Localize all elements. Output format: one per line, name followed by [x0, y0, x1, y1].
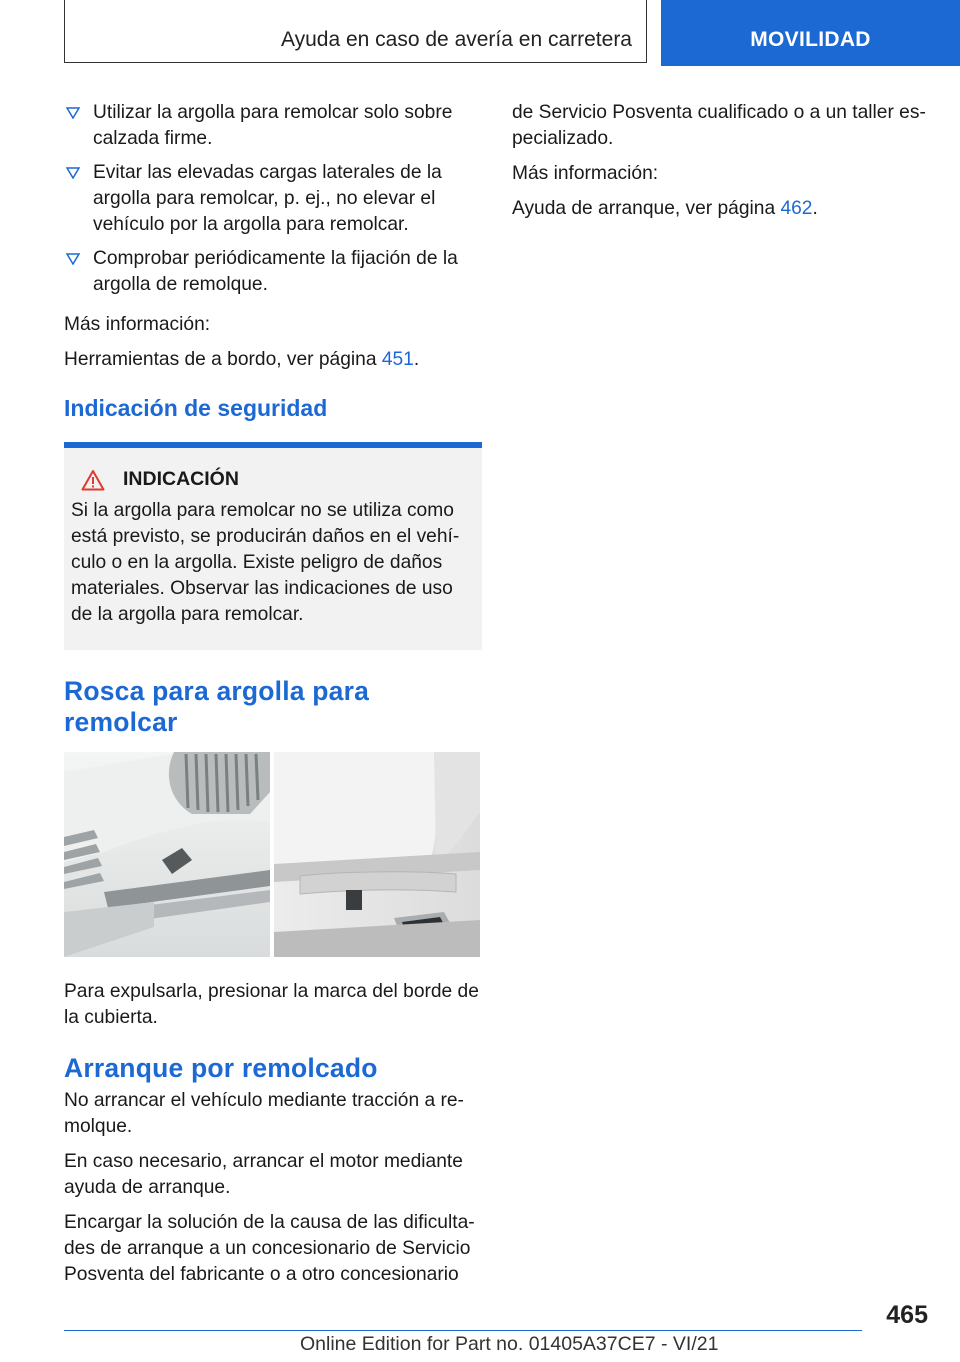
page-header [0, 0, 960, 66]
heading-safety: Indicación de seguridad [64, 395, 328, 421]
paragraph: Encargar la solución de la causa de las dificultades de arranque a un concesionario de Servicio Posventa del fabricante o a otro concesionario [64, 1212, 475, 1285]
footer-rule [64, 1330, 862, 1331]
more-info-label: Más información: [64, 314, 211, 335]
right-column [512, 100, 932, 231]
edition-info: Online Edition for Part no. 01405A37CE7 - VI/21 [300, 1333, 719, 1355]
notice-text: Si la argolla para remolcar no se utiliza como está previsto, se producirán daños en el vehículo o en la argolla. Existe peligro de daños materiales. Observar las indicaciones de uso de la argolla para remolcar. [71, 500, 460, 625]
list-item [64, 246, 482, 298]
list-item-text: Evitar las elevadas cargas laterales de la argolla para remolcar, p. ej., no elevar el vehículo por la argolla para remolcar. [93, 162, 442, 235]
list-item-text: Comprobar periódicamente la fijación de la argolla de remolque. [93, 248, 458, 295]
reference-line [64, 347, 482, 373]
notice-box [64, 442, 482, 650]
reference-text: Herramientas de a bordo, ver página [64, 349, 382, 370]
notice-title-row [71, 468, 476, 491]
page-link-462[interactable]: 462 [780, 198, 813, 219]
page-number: 465 [886, 1301, 928, 1329]
reference-end: . [812, 198, 818, 219]
notice-title: INDICACIÓN [123, 468, 239, 490]
paragraph: En caso necesario, arrancar el motor mediante ayuda de arranque. [64, 1151, 463, 1198]
paragraph: No arrancar el vehículo mediante tracción a remolque. [64, 1090, 464, 1137]
bullet-triangle-icon [66, 107, 80, 119]
chapter-tab[interactable] [661, 0, 960, 66]
bullet-list [64, 100, 482, 298]
list-item [64, 100, 482, 152]
paragraph-continued: de Servicio Posventa cualificado o a un taller especializado. [512, 102, 926, 149]
page-link-451[interactable]: 451 [381, 349, 414, 370]
heading-tow-start: Arranque por remolcado [64, 1053, 378, 1083]
bullet-triangle-icon [66, 253, 80, 265]
reference-end: . [413, 349, 420, 370]
section-title: Ayuda en caso de avería en carretera [280, 28, 632, 51]
reference-text: Ayuda de arranque, ver página [512, 198, 781, 219]
heading-tow-thread: Rosca para argolla para remolcar [64, 676, 370, 737]
reference-line [512, 196, 932, 222]
bullet-triangle-icon [66, 167, 80, 179]
car-bumper-illustration [64, 752, 480, 957]
grille [169, 752, 270, 814]
figure-caption: Para expulsarla, presionar la marca del borde de la cubierta. [64, 981, 479, 1028]
warning-icon [81, 469, 105, 491]
more-info-label: Más información: [512, 163, 659, 184]
list-item [64, 160, 482, 238]
bumper-image [64, 752, 480, 957]
chapter-tab-label: MOVILIDAD [750, 28, 871, 51]
left-column [64, 100, 482, 1297]
header-box [64, 0, 647, 63]
list-item-text: Utilizar la argolla para remolcar solo sobre calzada firme. [93, 102, 453, 149]
